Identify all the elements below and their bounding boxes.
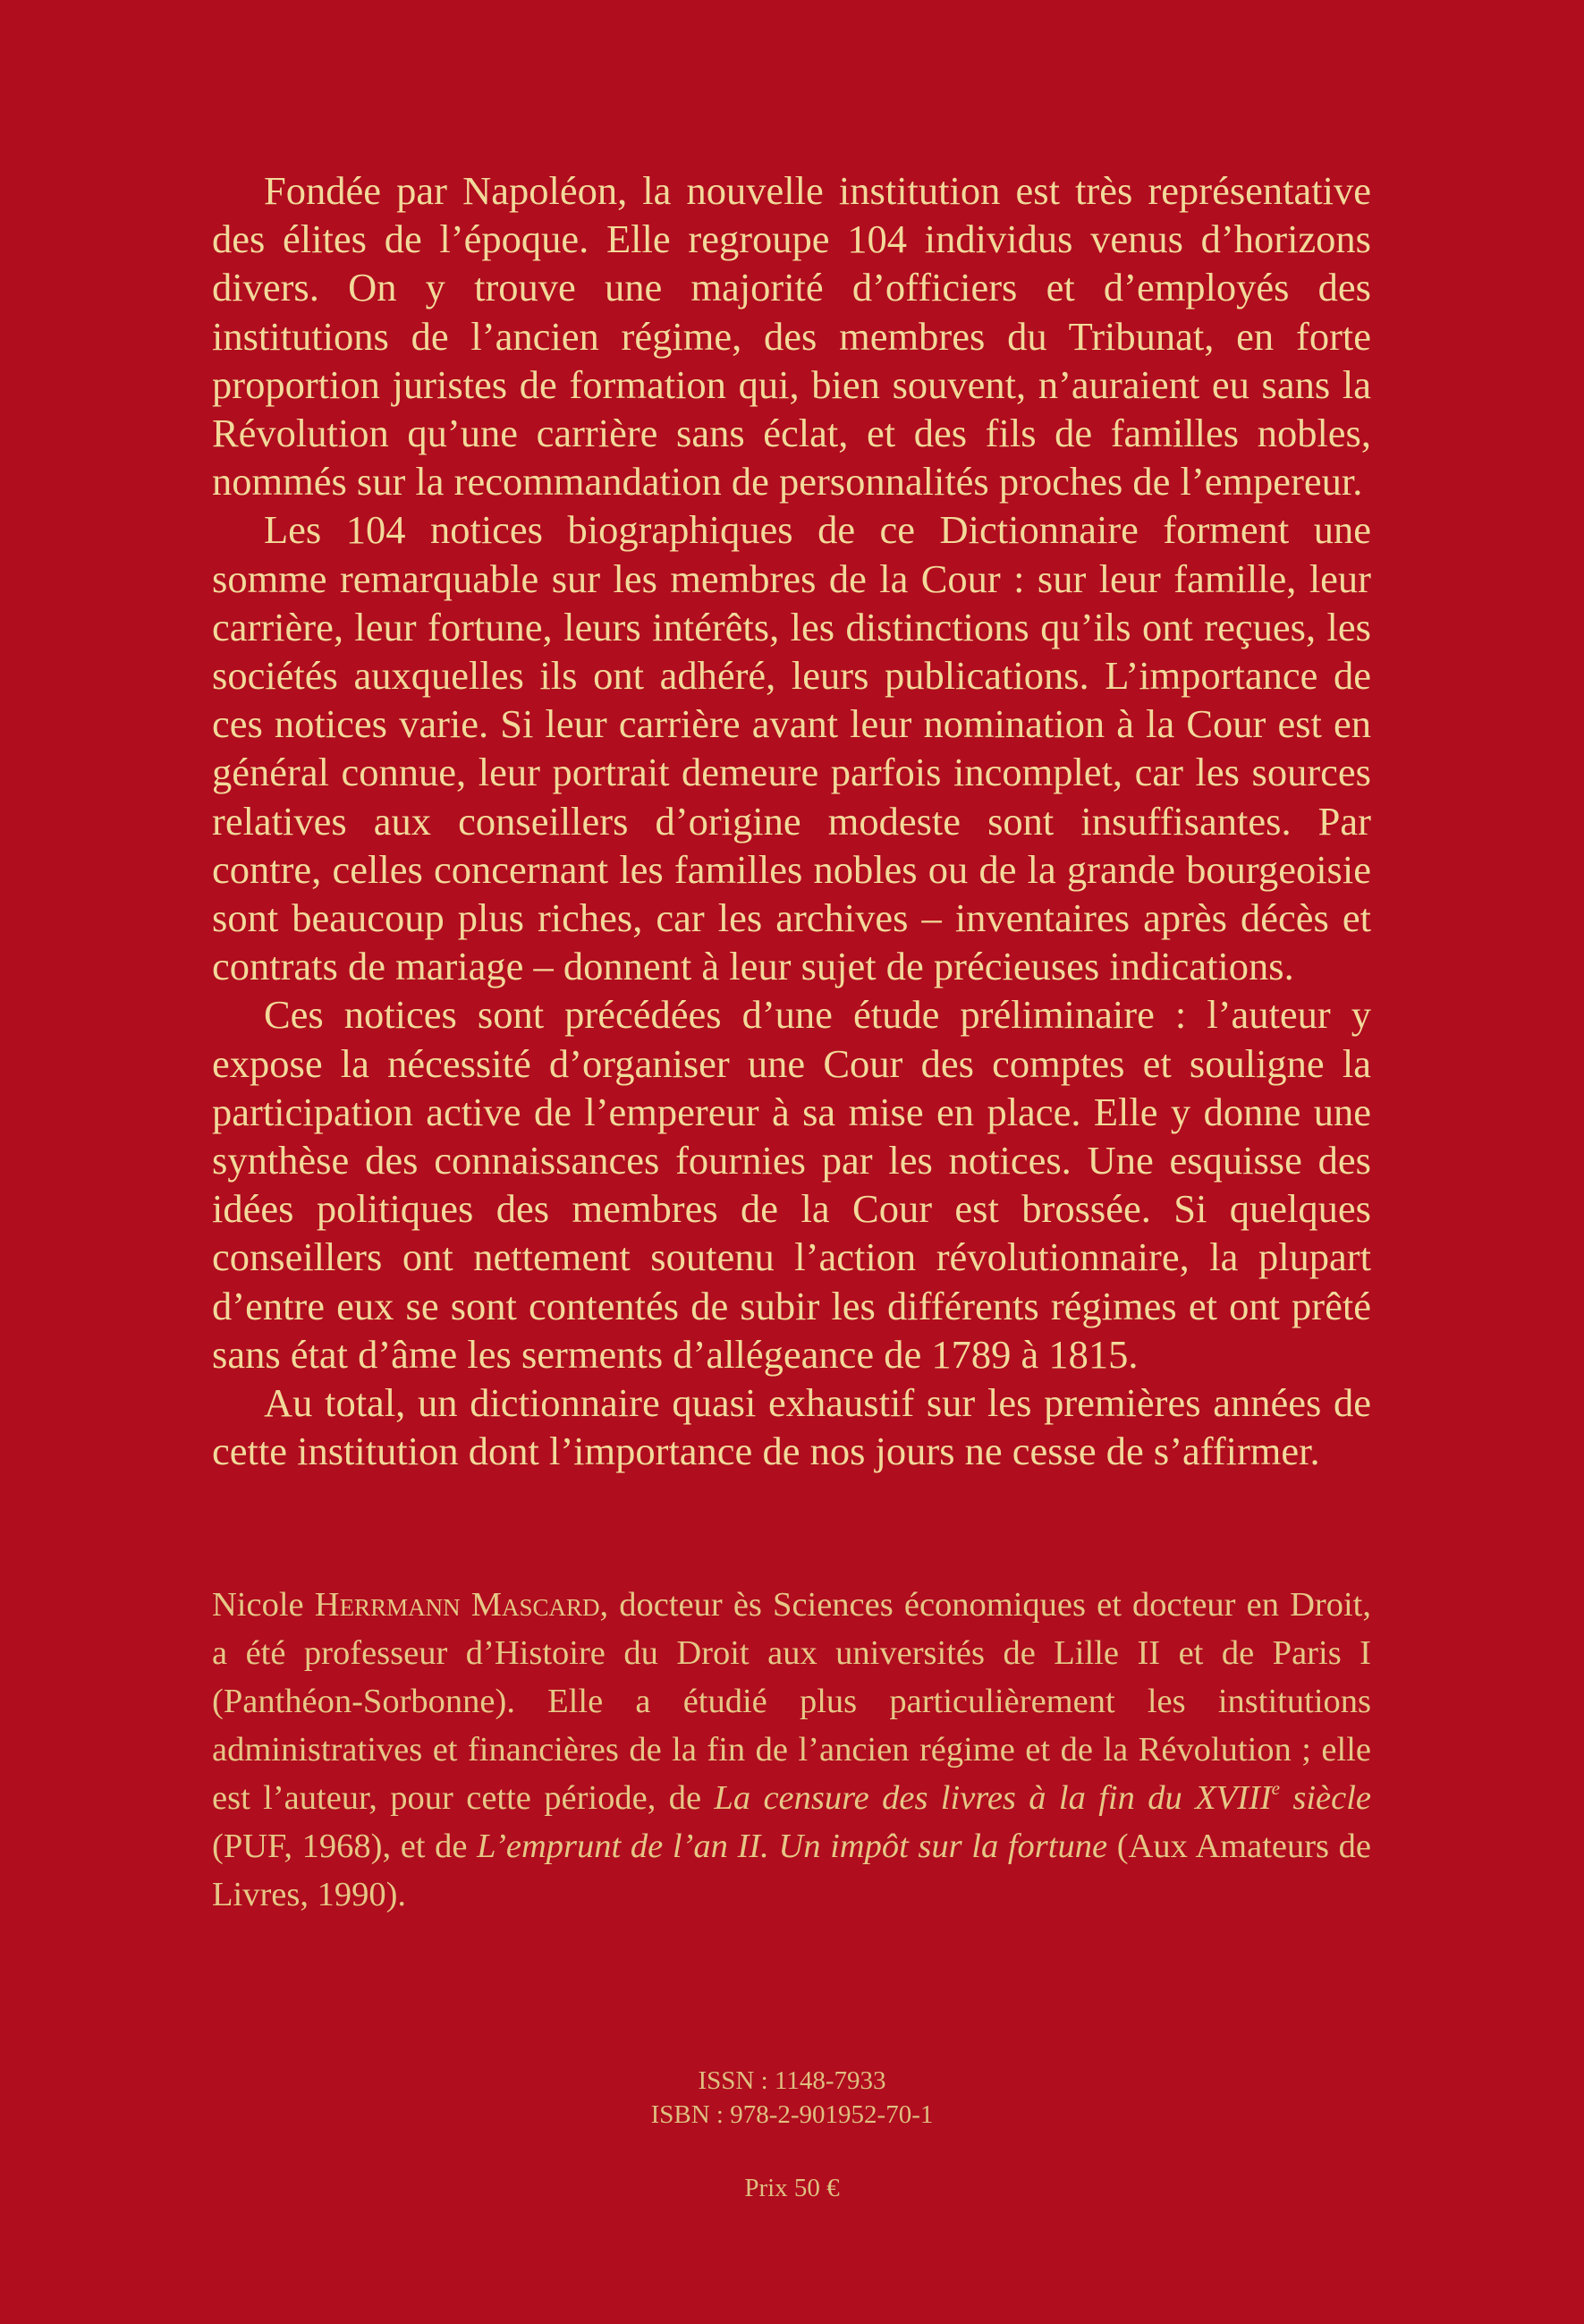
blurb-paragraph-3: Ces notices sont précédées d’une étude préliminaire : l’auteur y expose la nécessité d’organiser une Cour des comptes et souligne la participation active de l’empereur à sa mise en place. Elle y donne une synthèse des connaissances fournies par les notices. Une esquisse des idées politiques des membres de la Cour est brossée. Si quelques conseillers ont nettement soutenu l’action révolutionnaire, la plupart d’entre eux se sont contentés de subir les différents régimes et ont prêté sans état d’âme les serments d’allégeance de 1789 à 1815. [212,992,1371,1377]
issn-line: ISSN : 1148-7933 [698,2066,886,2095]
book-title-censure-main: La censure des livres à la fin du XVIII [714,1779,1272,1817]
blurb-text [212,166,1371,1475]
author-first-name: Nicole [212,1586,304,1624]
price-line: Prix 50 € [744,2174,840,2202]
book-title-censure-tail: siècle [1280,1779,1372,1817]
blurb-paragraph-1: Fondée par Napoléon, la nouvelle institution est très représentative des élites de l’époque. Elle regroupe 104 individus venus d’horizons divers. On y trouve une majorité d’officiers et d’employés des institutions de l’ancien régime, des membres du Tribunat, en forte proportion juristes de formation qui, bien souvent, n’auraient eu sans la Révolution qu’une carrière sans éclat, et des fils de familles nobles, nommés sur la recommandation de personnalités proches de l’empereur. [212,168,1371,505]
blurb-paragraph-4: Au total, un dictionnaire quasi exhaustif sur les premières années de cette institution dont l’importance de nos jours ne cesse de s’affirmer. [212,1380,1371,1474]
book-title-emprunt: L’emprunt de l’an II. Un impôt sur la fortune [477,1828,1108,1865]
book-title-censure-superscript: e [1271,1777,1280,1800]
author-bio-text-a: , docteur ès Sciences économiques et docteur en Droit, a été professeur d’Histoire du Droit aux universités de Lille II et de Paris I (Panthéon-Sorbonne). Elle a étudié plus particulièrement les institutions administratives et financières de la fin de l’ancien régime et de la Révolution ; elle est l’auteur, pour cette période, de [212,1586,1371,1817]
author-bio-text-c: (Aux Amateurs de Livres, 1990). [212,1828,1372,1913]
author-last-name: Herrmann Mascard [314,1586,600,1624]
author-bio [212,1581,1371,1919]
blurb-paragraph-2: Les 104 notices biographiques de ce Dictionnaire forment une somme remarquable sur les membres de la Cour : sur leur famille, leur carrière, leur fortune, leurs intérêts, les distinctions qu’ils ont reçues, les sociétés auxquelles ils ont adhéré, leurs publications. L’importance de ces notices varie. Si leur carrière avant leur nomination à la Cour est en général connue, leur portrait demeure parfois incomplet, car les sources relatives aux conseillers d’origine modeste sont insuffisantes. Par contre, celles concernant les familles nobles ou de la grande bourgeoisie sont beaucoup plus riches, car les archives – inventaires après décès et contrats de mariage – donnent à leur sujet de précieuses indications. [212,507,1371,989]
isbn-line: ISBN : 978-2-901952-70-1 [650,2100,934,2129]
book-title-censure [714,1779,1371,1817]
author-bio-text-b: (PUF, 1968), et de [212,1828,478,1865]
author-bio-paragraph [212,1581,1371,1919]
